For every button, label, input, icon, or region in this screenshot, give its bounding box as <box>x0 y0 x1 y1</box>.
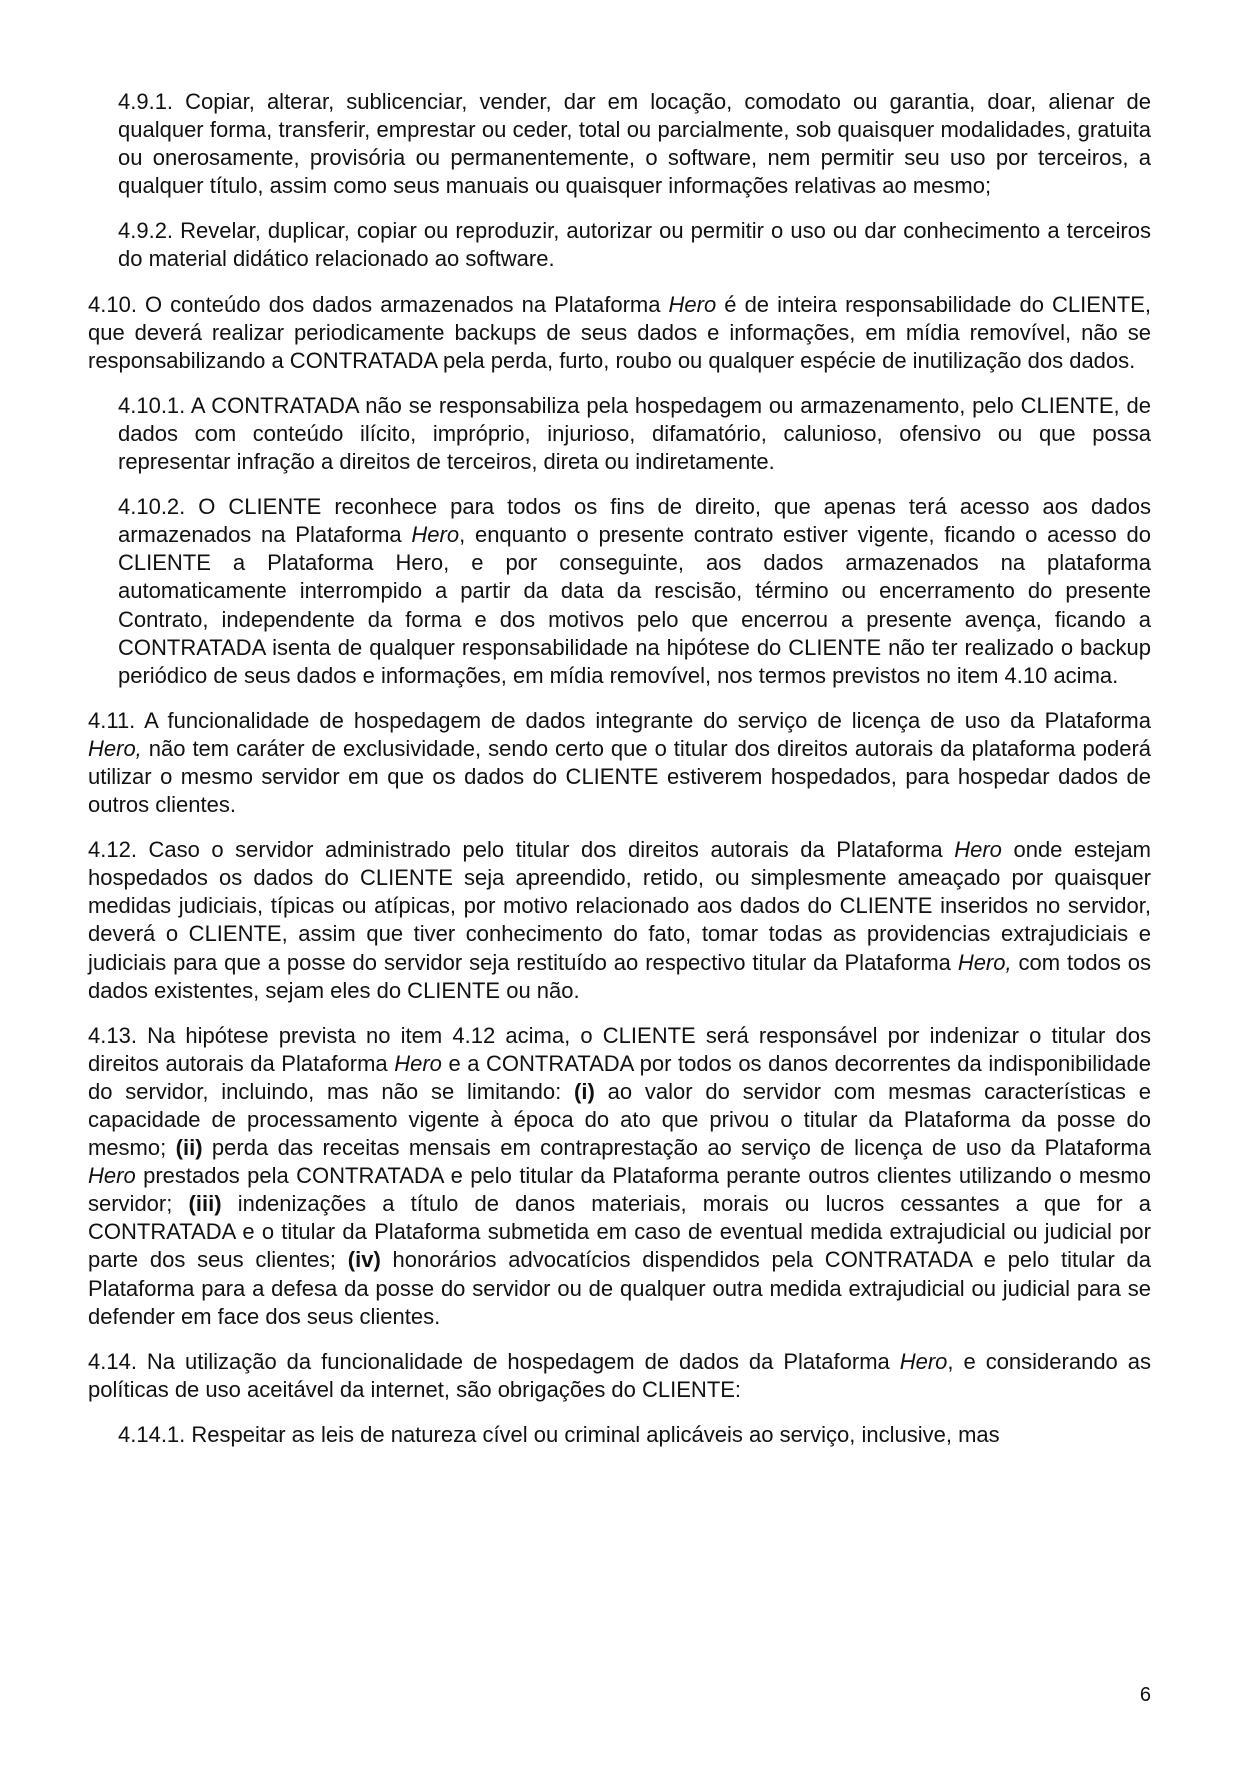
text-run: , enquanto o presente contrato estiver vigente, ficando o acesso do CLIENTE a Plataforma Hero, e por conseguinte, aos dados armazenados na plataforma automaticamente interrompido a partir da data da rescisão, término ou encerramento do presente Contrato, independente da forma e dos motivos pelo que encerrou a presente avença, ficando a CONTRATADA isenta de qualquer responsabilidade na hipótese do CLIENTE não ter realizado o backup periódico de seus dados e informações, em mídia removível, nos termos previstos no item 4.10 acima. <box>118 522 1151 688</box>
page-number: 6 <box>1139 1684 1151 1706</box>
clause-paragraph <box>88 1022 1151 1331</box>
text-run: prestados pela CONTRATADA e pelo titular da Plataforma perante outros clientes utilizando o mesmo servidor; <box>88 1163 1151 1217</box>
text-run: 4.10.2. O CLIENTE reconhece para todos os fins de direito, que apenas terá acesso aos dados armazenados na Plataforma <box>118 494 1151 548</box>
italic-text: Hero <box>394 1050 442 1076</box>
italic-text: Hero, <box>957 949 1012 975</box>
text-run: , e considerando as políticas de uso aceitável da internet, são obrigações do CLIENTE: <box>88 1348 1151 1402</box>
text-run: onde estejam hospedados os dados do CLIENTE seja apreendido, retido, ou simplesmente ameaçado por quaisquer medidas judiciais, típicas ou atípicas, por motivo relacionado aos dados do CLIENTE inseridos no servidor, deverá o CLIENTE, assim que tiver conhecimento do fato, tomar todas as providencias extrajudiciais e judiciais para que a posse do servidor seja restituído ao respectivo titular da Plataforma <box>88 837 1151 975</box>
text-run: 4.10. O conteúdo dos dados armazenados na Plataforma <box>88 291 669 317</box>
text-run: não tem caráter de exclusividade, sendo certo que o titular dos direitos autorais da plataforma poderá utilizar o mesmo servidor em que os dados do CLIENTE estiverem hospedados, para hospedar dados de outros clientes. <box>88 735 1151 818</box>
bold-text: (iii) <box>188 1191 222 1217</box>
italic-text: Hero <box>954 837 1002 863</box>
text-run: honorários advocatícios dispendidos pela CONTRATADA e pelo titular da Plataforma para a defesa da posse do servidor ou de qualquer outra medida extrajudicial ou judicial para se defender em face dos seus clientes. <box>88 1247 1151 1329</box>
text-run: 4.14.1. Respeitar as leis de natureza cível ou criminal aplicáveis ao serviço, inclusive, mas <box>118 1421 1000 1447</box>
italic-text: Hero <box>668 291 717 317</box>
text-run: 4.9.2. Revelar, duplicar, copiar ou reproduzir, autorizar ou permitir o uso ou dar conhecimento a terceiros do material didático relacionado ao software. <box>118 218 1151 272</box>
text-run: ao valor do servidor com mesmas características e capacidade de processamento vigente à época do ato que privou o titular da Plataforma da posse do mesmo; <box>88 1078 1151 1161</box>
text-run: com todos os dados existentes, sejam eles do CLIENTE ou não. <box>88 949 1151 1003</box>
italic-text: Hero <box>88 1163 136 1189</box>
clause-paragraph <box>88 836 1151 1005</box>
bold-text: (ii) <box>175 1135 203 1161</box>
subclause-paragraph <box>118 392 1151 476</box>
text-run: 4.13. Na hipótese prevista no item 4.12 acima, o CLIENTE será responsável por indenizar o titular dos direitos autorais da Plataforma <box>88 1022 1151 1076</box>
text-run: e a CONTRATADA por todos os danos decorrentes da indisponibilidade do servidor, incluindo, mas não se limitando: <box>88 1050 1151 1104</box>
document-body <box>88 88 1151 1466</box>
text-run: 4.9.1. Copiar, alterar, sublicenciar, vender, dar em locação, comodato ou garantia, doar, alienar de qualquer forma, transferir, emprestar ou ceder, total ou parcialmente, sob quaisquer modalidades, gratuita ou onerosamente, provisória ou permanentemente, o software, nem permitir seu uso por terceiros, a qualquer título, assim como seus manuais ou quaisquer informações relativas ao mesmo; <box>118 89 1151 199</box>
subclause-paragraph <box>118 1421 1151 1449</box>
subclause-paragraph <box>118 88 1151 200</box>
subclause-paragraph <box>118 217 1151 273</box>
italic-text: Hero, <box>88 735 142 761</box>
text-run: indenizações a título de danos materiais, morais ou lucros cessantes a que for a CONTRATADA e o titular da Plataforma submetida em caso de eventual medida extrajudicial ou judicial por parte dos seus clientes; <box>88 1191 1151 1273</box>
bold-text: (i) <box>574 1078 595 1104</box>
text-run: 4.12. Caso o servidor administrado pelo titular dos direitos autorais da Plataforma <box>88 837 955 863</box>
text-run: perda das receitas mensais em contraprestação ao serviço de licença de uso da Plataforma <box>202 1135 1151 1161</box>
subclause-paragraph <box>118 493 1151 690</box>
italic-text: Hero <box>411 522 460 548</box>
clause-paragraph <box>88 707 1151 819</box>
text-run: 4.14. Na utilização da funcionalidade de hospedagem de dados da Plataforma <box>88 1348 900 1374</box>
clause-paragraph <box>88 1348 1151 1404</box>
clause-paragraph <box>88 291 1151 375</box>
text-run: 4.11. A funcionalidade de hospedagem de dados integrante do serviço de licença de uso da Plataforma <box>88 707 1151 733</box>
italic-text: Hero <box>899 1348 948 1374</box>
text-run: 4.10.1. A CONTRATADA não se responsabiliza pela hospedagem ou armazenamento, pelo CLIENTE, de dados com conteúdo ilícito, impróprio, injurioso, difamatório, calunioso, ofensivo ou que possa representar infração a direitos de terceiros, direta ou indiretamente. <box>118 392 1151 475</box>
bold-text: (iv) <box>347 1247 381 1273</box>
text-run: é de inteira responsabilidade do CLIENTE, que deverá realizar periodicamente backups de seus dados e informações, em mídia removível, não se responsabilizando a CONTRATADA pela perda, furto, roubo ou qualquer espécie de inutilização dos dados. <box>88 291 1152 373</box>
